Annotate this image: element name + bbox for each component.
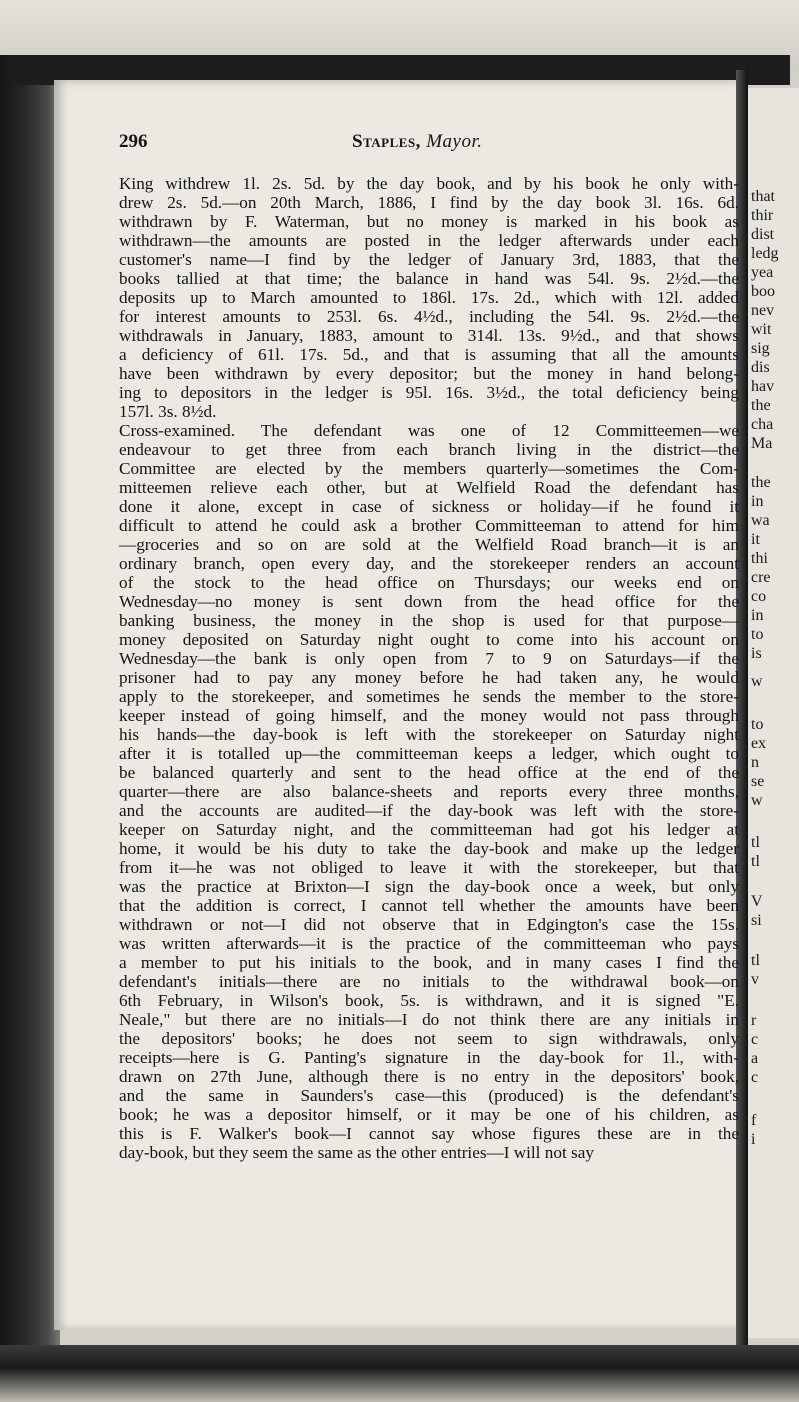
facing-page-fragment: c	[751, 1031, 759, 1048]
text-line: after it is totalled up—the committeeman keeps a ledger, which ought to	[119, 744, 739, 763]
text-line: withdrawals in January, 1883, amount to 314l. 13s. 9½d., and that shows	[119, 326, 739, 345]
facing-page-fragment: that	[751, 188, 775, 205]
facing-page-fragment: tl	[751, 834, 760, 851]
text-line: book; he was a depositor himself, or it may be one of his children, as	[119, 1105, 739, 1124]
text-line: drew 2s. 5d.—on 20th March, 1886, I find by the day book 3l. 16s. 6d.	[119, 193, 739, 212]
text-line: customer's name—I find by the ledger of January 3rd, 1883, that the	[119, 250, 739, 269]
text-line: a member to put his initials to the book, and in many cases I find the	[119, 953, 739, 972]
facing-page-fragment: dist	[751, 226, 775, 243]
facing-page-fragment: ledg	[751, 245, 779, 262]
text-line: endeavour to get three from each branch living in the district—the	[119, 440, 739, 459]
text-line: of the stock to the head office on Thursdays; our weeks end on	[119, 573, 739, 592]
facing-page-fragment: w	[751, 792, 763, 809]
body-text	[119, 174, 739, 1162]
text-line: withdrawn—the amounts are posted in the ledger afterwards under each	[119, 231, 739, 250]
facing-page-fragment: i	[751, 1131, 756, 1148]
facing-page-fragment: V	[751, 893, 763, 910]
text-line: be balanced quarterly and sent to the head office at the end of the	[119, 763, 739, 782]
facing-page-fragment: in	[751, 607, 764, 624]
text-line: have been withdrawn by every depositor; but the money in hand belong-	[119, 364, 739, 383]
facing-page-fragment: to	[751, 626, 764, 643]
facing-page-fragment: dis	[751, 359, 770, 376]
text-line: mitteemen relieve each other, but at Welfield Road the defendant has	[119, 478, 739, 497]
text-line: and the accounts are audited—if the day-book was left with the store-	[119, 801, 739, 820]
facing-page-fragment: yea	[751, 264, 774, 281]
scan-bottom-edge	[0, 1345, 799, 1402]
text-line: was the practice at Brixton—I sign the day-book once a week, but only	[119, 877, 739, 896]
text-line: a deficiency of 61l. 17s. 5d., and that is assuming that all the amounts	[119, 345, 739, 364]
text-line: 157l. 3s. 8½d.	[119, 402, 217, 421]
text-line: ordinary branch, open every day, and the storekeeper renders an account	[119, 554, 739, 573]
text-line: books tallied at that time; the balance in hand was 54l. 9s. 2½d.—the	[119, 269, 739, 288]
facing-page-strip	[748, 88, 799, 1338]
text-line: apply to the storekeeper, and sometimes he sends the member to the store-	[119, 687, 739, 706]
text-line: home, it would be his duty to take the day-book and make up the ledger	[119, 839, 739, 858]
running-head-name: Staples,	[352, 131, 421, 152]
text-line: receipts—here is G. Panting's signature in the day-book for 1l., with-	[119, 1048, 739, 1067]
facing-page-fragment: n	[751, 754, 759, 771]
facing-page-fragment: cre	[751, 569, 771, 586]
text-line: banking business, the money in the shop is used for that purpose—	[119, 611, 739, 630]
facing-page-fragment: it	[751, 531, 760, 548]
text-line: his hands—the day-book is left with the storekeeper on Saturday night	[119, 725, 739, 744]
facing-page-fragment: Ma	[751, 435, 773, 452]
facing-page-fragment: cha	[751, 416, 774, 433]
text-line: keeper on Saturday night, and the committeeman had got his ledger at	[119, 820, 739, 839]
facing-page-fragment: co	[751, 588, 767, 605]
facing-page-fragment: sig	[751, 340, 770, 357]
facing-page-fragment: si	[751, 912, 762, 929]
text-line: that the addition is correct, I cannot tell whether the amounts have been	[119, 896, 739, 915]
text-line: Cross-examined. The defendant was one of 12 Committeemen—we	[119, 421, 739, 440]
text-line: defendant's initials—there are no initials to the withdrawal book—on	[119, 972, 739, 991]
facing-page-fragment: nev	[751, 302, 775, 319]
text-line: King withdrew 1l. 2s. 5d. by the day book, and by his book he only with-	[119, 174, 739, 193]
text-line: day-book, but they seem the same as the other entries—I will not say	[119, 1143, 594, 1162]
text-line: difficult to attend he could ask a brother Committeeman to attend for him	[119, 516, 739, 535]
facing-page-fragment: hav	[751, 378, 775, 395]
facing-page-fragment: a	[751, 1050, 759, 1067]
text-line: ing to depositors in the ledger is 95l. 16s. 3½d., the total deficiency being	[119, 383, 739, 402]
text-line: money deposited on Saturday night ought to come into his account on	[119, 630, 739, 649]
text-line: prisoner had to pay any money before he had taken any, he would	[119, 668, 739, 687]
facing-page-fragment: c	[751, 1069, 759, 1086]
facing-page-fragment: wa	[751, 512, 770, 529]
text-line: for interest amounts to 253l. 6s. 4½d., including the 54l. 9s. 2½d.—the	[119, 307, 739, 326]
text-line: from it—he was not obliged to leave it with the storekeeper, but that	[119, 858, 739, 877]
facing-page-fragment: r	[751, 1012, 757, 1029]
page-number: 296	[119, 131, 148, 152]
text-line: deposits up to March amounted to 186l. 17s. 2d., which with 12l. added	[119, 288, 739, 307]
facing-page-fragment: ex	[751, 735, 767, 752]
facing-page-fragment: w	[751, 673, 763, 690]
text-line: this is F. Walker's book—I cannot say whose figures these are in the	[119, 1124, 739, 1143]
facing-page-fragment: the	[751, 474, 771, 491]
text-line: keeper instead of going himself, and the money would not pass through	[119, 706, 739, 725]
facing-page-fragment: tl	[751, 853, 760, 870]
facing-page-fragment: v	[751, 971, 759, 988]
text-line: Wednesday—the bank is only open from 7 to 9 on Saturdays—if the	[119, 649, 739, 668]
facing-page-fragment: wit	[751, 321, 772, 338]
running-head-title: Mayor.	[426, 131, 483, 152]
facing-page-fragment: in	[751, 493, 764, 510]
running-head	[352, 131, 483, 153]
facing-page-fragment: f	[751, 1112, 757, 1129]
text-line: quarter—there are also balance-sheets and reports every three months,	[119, 782, 739, 801]
text-line: the depositors' books; he does not seem to sign withdrawals, only	[119, 1029, 739, 1048]
facing-page-fragment: tl	[751, 952, 760, 969]
text-line: was written afterwards—it is the practice of the committeeman who pays	[119, 934, 739, 953]
text-line: withdrawn or not—I did not observe that in Edgington's case the 15s.	[119, 915, 739, 934]
text-line: Wednesday—no money is sent down from the head office for the	[119, 592, 739, 611]
text-line: drawn on 27th June, although there is no entry in the depositors' book,	[119, 1067, 739, 1086]
text-line: —groceries and so on are sold at the Welfield Road branch—it is an	[119, 535, 739, 554]
facing-page-fragment: the	[751, 397, 771, 414]
text-line: Neale," but there are no initials—I do not think there are any initials in	[119, 1010, 739, 1029]
text-line: and the same in Saunders's case—this (produced) is the defendant's	[119, 1086, 739, 1105]
facing-page-fragment: thi	[751, 550, 768, 567]
text-line: withdrawn by F. Waterman, but no money is marked in his book as	[119, 212, 739, 231]
facing-page-fragment: boo	[751, 283, 775, 300]
text-line: Committee are elected by the members quarterly—sometimes the Com-	[119, 459, 739, 478]
text-line: 6th February, in Wilson's book, 5s. is withdrawn, and it is signed "E.	[119, 991, 739, 1010]
facing-page-fragment: is	[751, 645, 762, 662]
text-line: done it alone, except in case of sickness or holiday—if he found it	[119, 497, 739, 516]
facing-page-fragment: to	[751, 716, 764, 733]
facing-page-fragment: se	[751, 773, 765, 790]
facing-page-fragment: thir	[751, 207, 774, 224]
book-left-edge	[0, 55, 60, 1355]
